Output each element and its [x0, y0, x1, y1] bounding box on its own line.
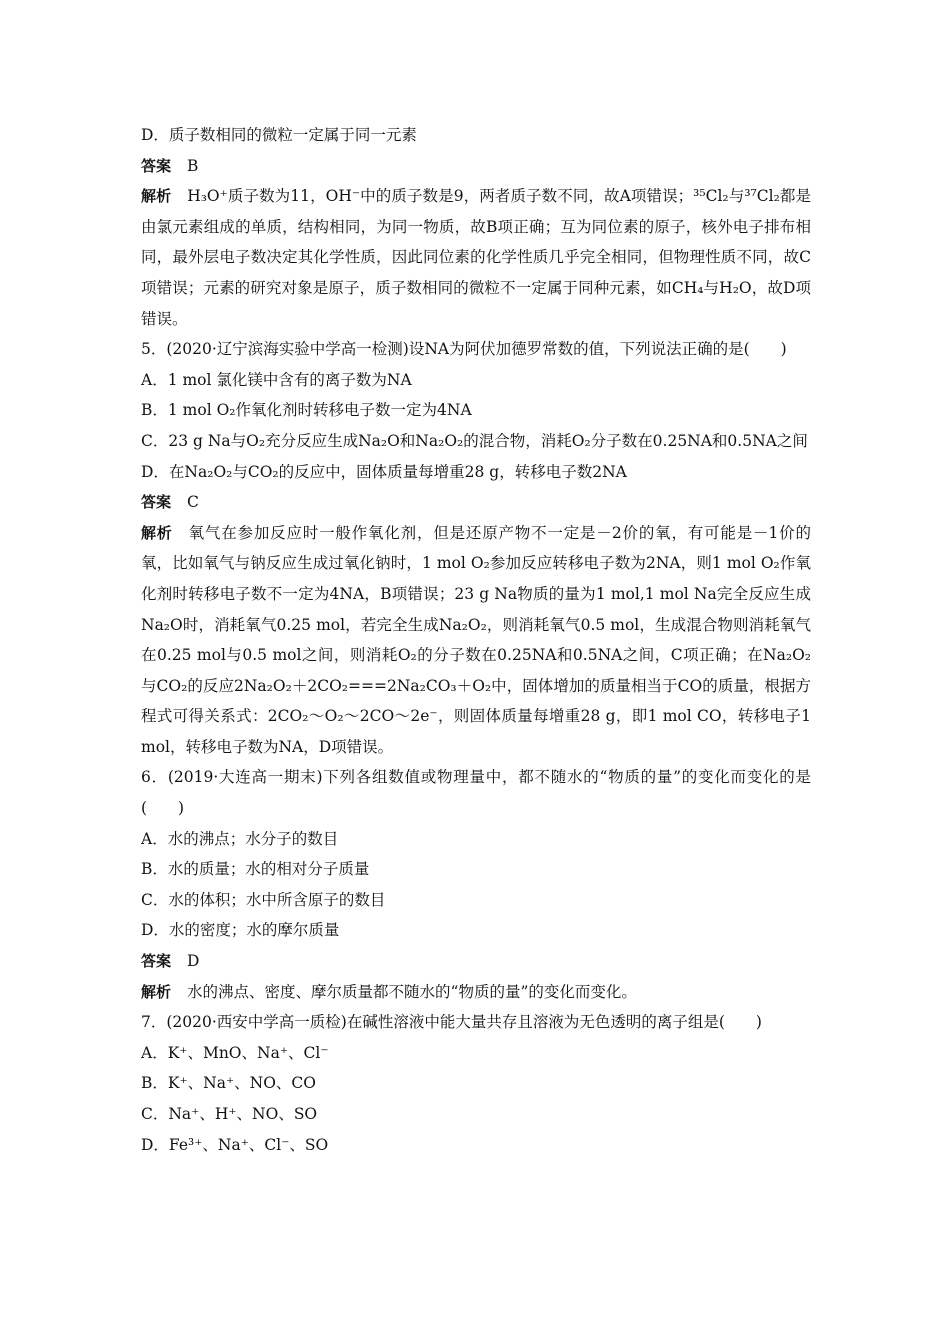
q4-option-d: D．质子数相同的微粒一定属于同一元素: [141, 126, 417, 144]
analysis-label: 解析: [141, 523, 173, 542]
q6-option-a: A．水的沸点；水分子的数目: [141, 829, 339, 848]
q5-option-b: B．1 mol O₂作氧化剂时转移电子数一定为4NA: [141, 401, 472, 420]
analysis-text: 氧气在参加反应时一般作氧化剂，但是还原产物不一定是－2价的氧，有可能是－1价的氧，比如氧气与钠反应生成过氧化钠时，1 mol O₂参加反应转移电子数为2NA，则1 mol O₂作氧化剂时转移电子数不一定为4NA，B项错误；23 g Na物质的量为1 mol,1 mol Na完全反应生成Na₂O时，消耗氧气0.25 mol，若完全生成Na₂O₂，则消耗氧气0.5 mol，生成混合物则消耗氧气在0.25 mol与0.5 mol之间，则消耗O₂的分子数在0.25NA和0.5NA之间，C项正确；在Na₂O₂与CO₂的反应2Na₂O₂＋2CO₂===2Na₂CO₃＋O₂中，固体增加的质量相当于CO的质量，根据方程式可得关系式：2CO₂～O₂～2CO～2e⁻，则固体质量每增重28 g，即1 mol CO，转移电子1 mol，转移电子数为NA，D项错误。: [141, 523, 811, 756]
q4-analysis: [141, 181, 811, 334]
analysis-label: 解析: [141, 187, 172, 206]
analysis-label: 解析: [141, 982, 172, 1001]
answer-value: B: [187, 156, 199, 175]
answer-label: 答案: [141, 493, 172, 512]
answer-value: D: [187, 952, 200, 971]
answer-value: C: [187, 493, 199, 512]
q5-answer: [141, 487, 811, 518]
answer-label: 答案: [141, 156, 172, 175]
q6-analysis: [141, 977, 811, 1008]
q7-option-b: B．K⁺、Na⁺、NO、CO: [141, 1074, 316, 1093]
q5-analysis: [141, 518, 811, 763]
q4-answer: [141, 151, 811, 182]
q5-option-c: C．23 g Na与O₂充分反应生成Na₂O和Na₂O₂的混合物，消耗O₂分子数在0.25NA和0.5NA之间: [141, 431, 808, 450]
analysis-text: 水的沸点、密度、摩尔质量都不随水的“物质的量”的变化而变化。: [187, 982, 637, 1001]
q7-option-a: A．K⁺、MnO、Na⁺、Cl⁻: [141, 1043, 329, 1062]
q5-stem: 5．(2020·辽宁滨海实验中学高一检测)设NA为阿伏加德罗常数的值，下列说法正确的是( ): [141, 340, 787, 359]
q5-option-a: A．1 mol 氯化镁中含有的离子数为NA: [141, 370, 412, 389]
q7-stem: 7．(2020·西安中学高一质检)在碱性溶液中能大量共存且溶液为无色透明的离子组是( ): [141, 1013, 762, 1032]
q6-stem: 6．(2019·大连高一期末)下列各组数值或物理量中，都不随水的“物质的量”的变化而变化的是( ): [141, 768, 811, 818]
analysis-text: H₃O⁺质子数为11，OH⁻中的质子数是9，两者质子数不同，故A项错误；³⁵Cl₂与³⁷Cl₂都是由氯元素组成的单质，结构相同，为同一物质，故B项正确；互为同位素的原子，核外电子排布相同，最外层电子数决定其化学性质，因此同位素的化学性质几乎完全相同，但物理性质不同，故C项错误；元素的研究对象是原子，质子数相同的微粒不一定属于同种元素，如CH₄与H₂O，故D项错误。: [141, 187, 811, 328]
answer-label: 答案: [141, 952, 172, 971]
q5-option-d: D．在Na₂O₂与CO₂的反应中，固体质量每增重28 g，转移电子数2NA: [141, 462, 627, 481]
q6-answer: [141, 946, 811, 977]
q6-option-c: C．水的体积；水中所含原子的数目: [141, 890, 386, 909]
page-content: [141, 120, 811, 1160]
q7-option-d: D．Fe³⁺、Na⁺、Cl⁻、SO: [141, 1135, 329, 1154]
q7-option-c: C．Na⁺、H⁺、NO、SO: [141, 1105, 318, 1123]
q6-option-b: B．水的质量；水的相对分子质量: [141, 860, 370, 879]
q6-option-d: D．水的密度；水的摩尔质量: [141, 921, 340, 940]
